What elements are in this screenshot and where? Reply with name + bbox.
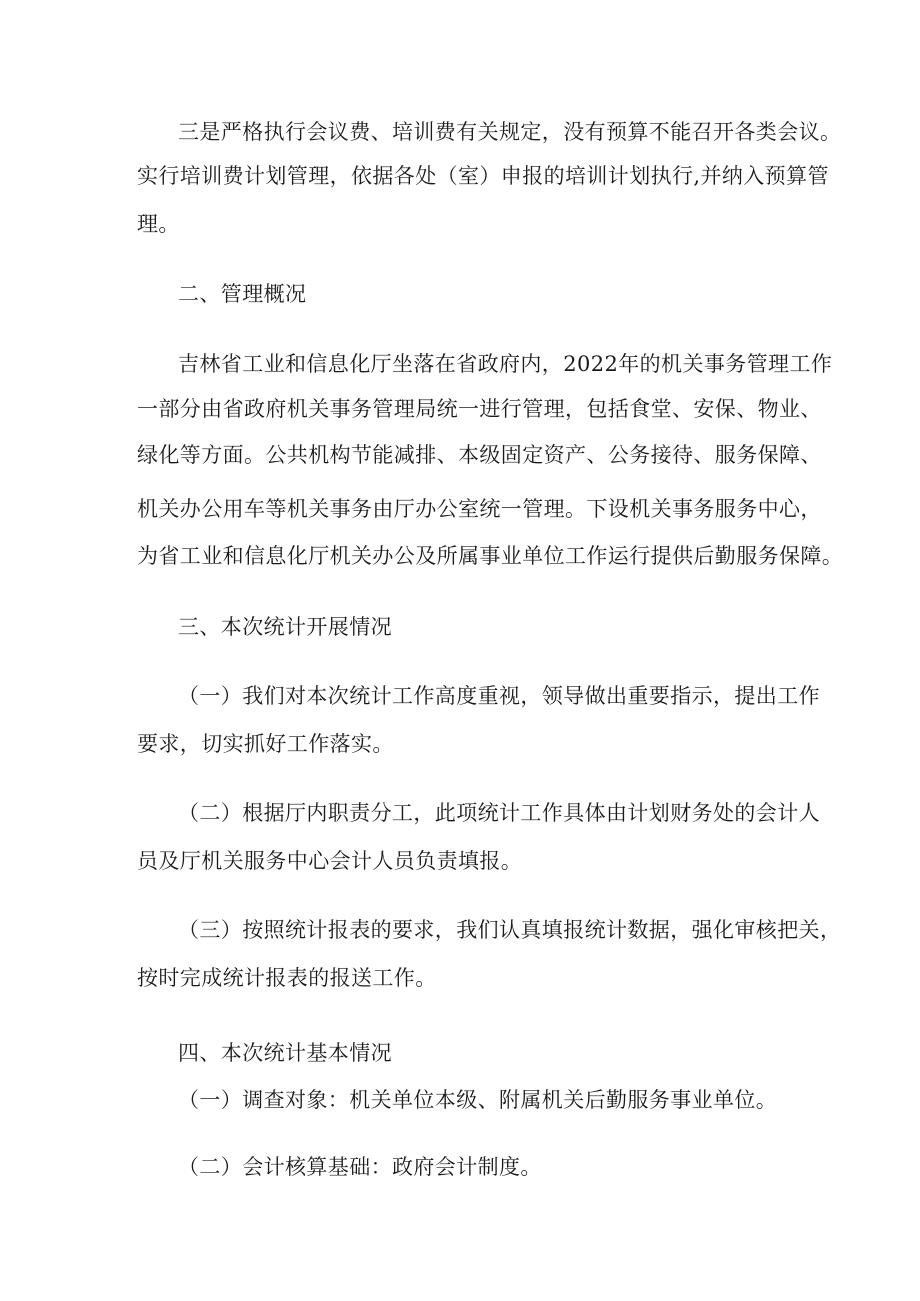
paragraph-line: 为省工业和信息化厅机关办公及所属事业单位工作运行提供后勤服务保障。 [137, 544, 844, 568]
section-heading: 四、本次统计基本情况 [178, 1041, 392, 1065]
paragraph-line: 按时完成统计报表的报送工作。 [137, 966, 437, 990]
paragraph-line: （二）根据厅内职责分工，此项统计工作具体由计划财务处的会计人 [178, 801, 820, 825]
paragraph-line: 绿化等方面。公共机构节能减排、本级固定资产、公务接待、服务保障、 [137, 443, 822, 467]
paragraph-line: （一）我们对本次统计工作高度重视，领导做出重要指示，提出工作 [178, 684, 820, 708]
paragraph-line: 三是严格执行会议费、培训费有关规定，没有预算不能召开各类会议。 [178, 120, 842, 144]
paragraph-line: 实行培训费计划管理，依据各处（室）申报的培训计划执行,并纳入预算管 [137, 164, 829, 188]
paragraph-line: 要求，切实抓好工作落实。 [137, 732, 394, 756]
paragraph-line: （二）会计核算基础：政府会计制度。 [178, 1155, 542, 1179]
section-heading: 二、管理概况 [178, 282, 307, 306]
paragraph-line: 理。 [137, 212, 180, 236]
paragraph-line: （一）调查对象：机关单位本级、附属机关后勤服务事业单位。 [178, 1088, 778, 1112]
paragraph-line: （三）按照统计报表的要求，我们认真填报统计数据，强化审核把关， [178, 918, 842, 942]
section-heading: 三、本次统计开展情况 [178, 615, 392, 639]
paragraph-line: 吉林省工业和信息化厅坐落在省政府内，2022年的机关事务管理工作 [178, 352, 833, 376]
paragraph-line: 一部分由省政府机关事务管理局统一进行管理，包括食堂、安保、物业、 [137, 397, 822, 421]
paragraph-line: 员及厅机关服务中心会计人员负责填报。 [137, 849, 523, 873]
paragraph-line: 机关办公用车等机关事务由厅办公室统一管理。下设机关事务服务中心， [137, 497, 822, 521]
